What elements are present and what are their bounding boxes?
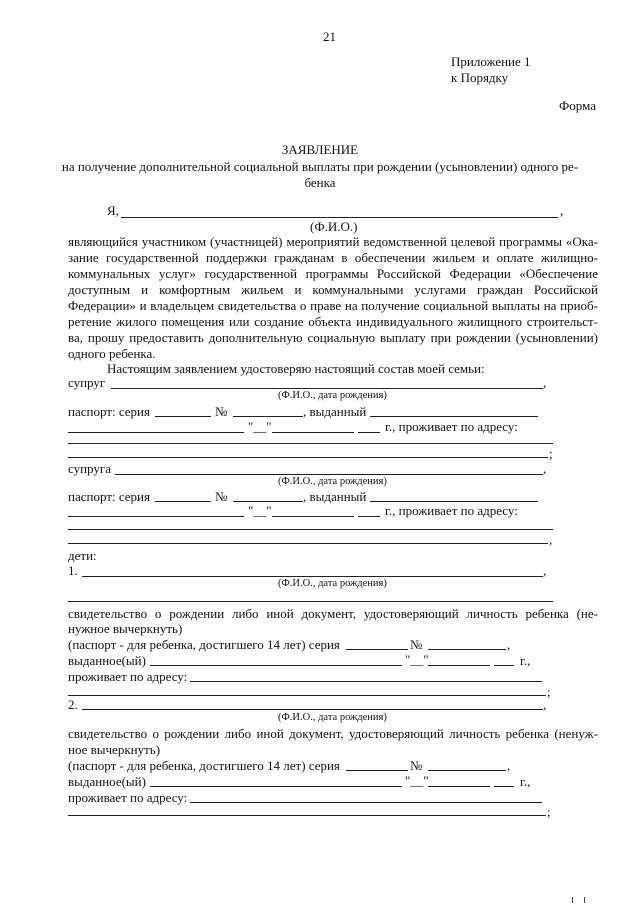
spouse-female-issuer-field-2[interactable] [68,516,244,517]
spouse-male-end: ; [549,446,553,461]
spouse-female-date-field[interactable] [272,516,354,517]
spouse-female-year-field[interactable] [358,516,380,517]
child2-address-field-2[interactable] [68,815,546,816]
appendix-label: Приложение 1 [451,54,531,69]
child2-address-label: проживает по адресу: [68,790,188,805]
child1-address-field-2[interactable] [68,695,546,696]
child2-issued-label: выданное(ый) [68,774,146,789]
form-label: Форма [559,98,596,113]
spouse-male-series-field[interactable] [155,416,211,417]
spouse-male-caption: (Ф.И.О., дата рождения) [278,390,387,401]
child2-year-suffix: г., [520,774,531,789]
spouse-male-date-quotes: "__" [248,419,272,434]
child2-fio-field[interactable] [82,709,543,710]
spouse-male-number-field[interactable] [233,416,303,417]
spouse-female-issuer-field[interactable] [370,501,538,502]
family-intro: Настоящим заявлением удостоверяю настоящий состав моей семьи: [107,361,485,376]
child1-cert-line1: свидетельство о рождении либо иной документ, удостоверяющий личность ребенка (не- [68,606,598,621]
applicant-fio-field[interactable] [121,217,558,218]
intro-line-6: ретение жилого помещения или создание объекта индивидуального жилищного строительст- [68,314,598,329]
intro-line-1: являющийся участником (участницей) мероприятий ведомственной целевой программы «Ока- [68,234,598,249]
spouse-female-caption: (Ф.И.О., дата рождения) [278,476,387,487]
spouse-male-issuer-field[interactable] [370,416,538,417]
child2-issuer-field[interactable] [150,786,402,787]
child1-address-label: проживает по адресу: [68,669,188,684]
child2-series-field[interactable] [346,770,408,771]
applicant-prefix: Я, [107,203,119,218]
spouse-female-comma: , [543,461,547,476]
child1-comma2: , [507,637,511,652]
spouse-female-address-line-2[interactable] [68,543,548,544]
child2-year-field[interactable] [494,786,514,787]
spouse-female-fio-field[interactable] [115,474,543,475]
child1-number-field[interactable] [428,649,506,650]
child2-cert-line2: ное вычеркнуть) [68,742,161,757]
child2-address-field[interactable] [190,802,542,803]
child1-address-field[interactable] [190,681,542,682]
spouse-female-date-quotes: "__" [248,503,272,518]
intro-line-5: Федерации» и владельцем свидетельства о праве на получение социальной выплаты на приоб- [68,298,598,313]
child1-date-quotes: "__" [405,652,429,667]
child2-number-sign: № [410,758,423,773]
document-title: ЗАЯВЛЕНИЕ [281,142,359,157]
page-number: 21 [323,29,336,44]
applicant-fio-caption: (Ф.И.О.) [310,219,358,234]
document-subtitle-line2: бенка [304,175,336,190]
child1-series-field[interactable] [346,649,408,650]
child2-comma: , [543,697,547,712]
spouse-female-label: супруга [68,461,111,476]
scan-mark-right [584,897,585,903]
child1-year-field[interactable] [494,665,514,666]
child1-number: 1. [68,563,78,578]
spouse-female-series-field[interactable] [155,501,211,502]
spouse-female-address-line-1[interactable] [68,529,553,530]
child1-cert-line2: нужное вычеркнуть) [68,621,183,636]
spouse-male-address-line-1[interactable] [68,443,553,444]
spouse-male-date-field[interactable] [272,432,354,433]
spouse-female-address-label: г., проживает по адресу: [385,503,518,518]
children-label: дети: [68,548,97,563]
child1-end: ; [547,684,551,699]
spouse-female-passport-label: паспорт: серия [68,489,150,504]
spouse-male-number-sign: № [215,404,228,419]
child1-issued-label: выданное(ый) [68,653,146,668]
child2-passport-line: (паспорт - для ребенка, достигшего 14 лет) серия [68,758,340,773]
spouse-male-address-label: г., проживает по адресу: [385,419,518,434]
spouse-male-address-line-2[interactable] [68,457,548,458]
scan-mark-left [572,897,573,903]
child2-date-field[interactable] [428,786,490,787]
child2-number: 2. [68,697,78,712]
spouse-male-year-field[interactable] [358,432,380,433]
spouse-male-label: супруг [68,375,106,390]
spouse-male-issuer-field-2[interactable] [68,432,244,433]
child1-fio-field[interactable] [82,576,543,577]
child2-comma2: , [507,758,511,773]
intro-line-8: одного ребенка. [68,346,156,361]
child1-date-field[interactable] [428,665,490,666]
document-subtitle-line1: на получение дополнительной социальной выплаты при рождении (усыновлении) одного ре- [61,159,579,174]
child1-issuer-field[interactable] [150,665,402,666]
spouse-female-issued-label: , выданный [303,489,367,504]
child1-caption: (Ф.И.О., дата рождения) [278,578,387,589]
spouse-female-number-field[interactable] [233,501,303,502]
intro-line-7: ва, прошу предоставить дополнительную социальную выплату при рождении (усыновлении) [68,330,598,345]
spouse-male-issued-label: , выданный [303,404,367,419]
child2-date-quotes: "__" [405,773,429,788]
intro-line-3: коммунальных услуг» государственной программы Российской Федерации «Обеспечение [68,266,598,281]
child1-passport-line: (паспорт - для ребенка, достигшего 14 лет) серия [68,637,340,652]
applicant-comma: , [560,203,564,218]
spouse-female-end: , [549,532,553,547]
spouse-female-number-sign: № [215,489,228,504]
child2-number-field[interactable] [428,770,506,771]
spouse-male-fio-field[interactable] [111,388,543,389]
child2-cert-line1: свидетельство о рождении либо иной документ, удостоверяющий личность ребенка (ненуж- [68,726,598,741]
child1-number-sign: № [410,637,423,652]
spouse-male-passport-label: паспорт: серия [68,404,150,419]
intro-line-4: доступным и комфортным жильем и коммунальными услугами граждан Российской [68,282,598,297]
child2-caption: (Ф.И.О., дата рождения) [278,712,387,723]
spouse-male-comma: , [543,375,547,390]
order-reference: к Порядку [451,70,509,85]
intro-line-2: зание государственной поддержки гражданам в обеспечении жильем и оплате жилищно- [68,250,598,265]
child1-fio-field-2[interactable] [68,601,553,602]
child2-end: ; [547,804,551,819]
child1-comma: , [543,563,547,578]
child1-year-suffix: г., [520,653,531,668]
